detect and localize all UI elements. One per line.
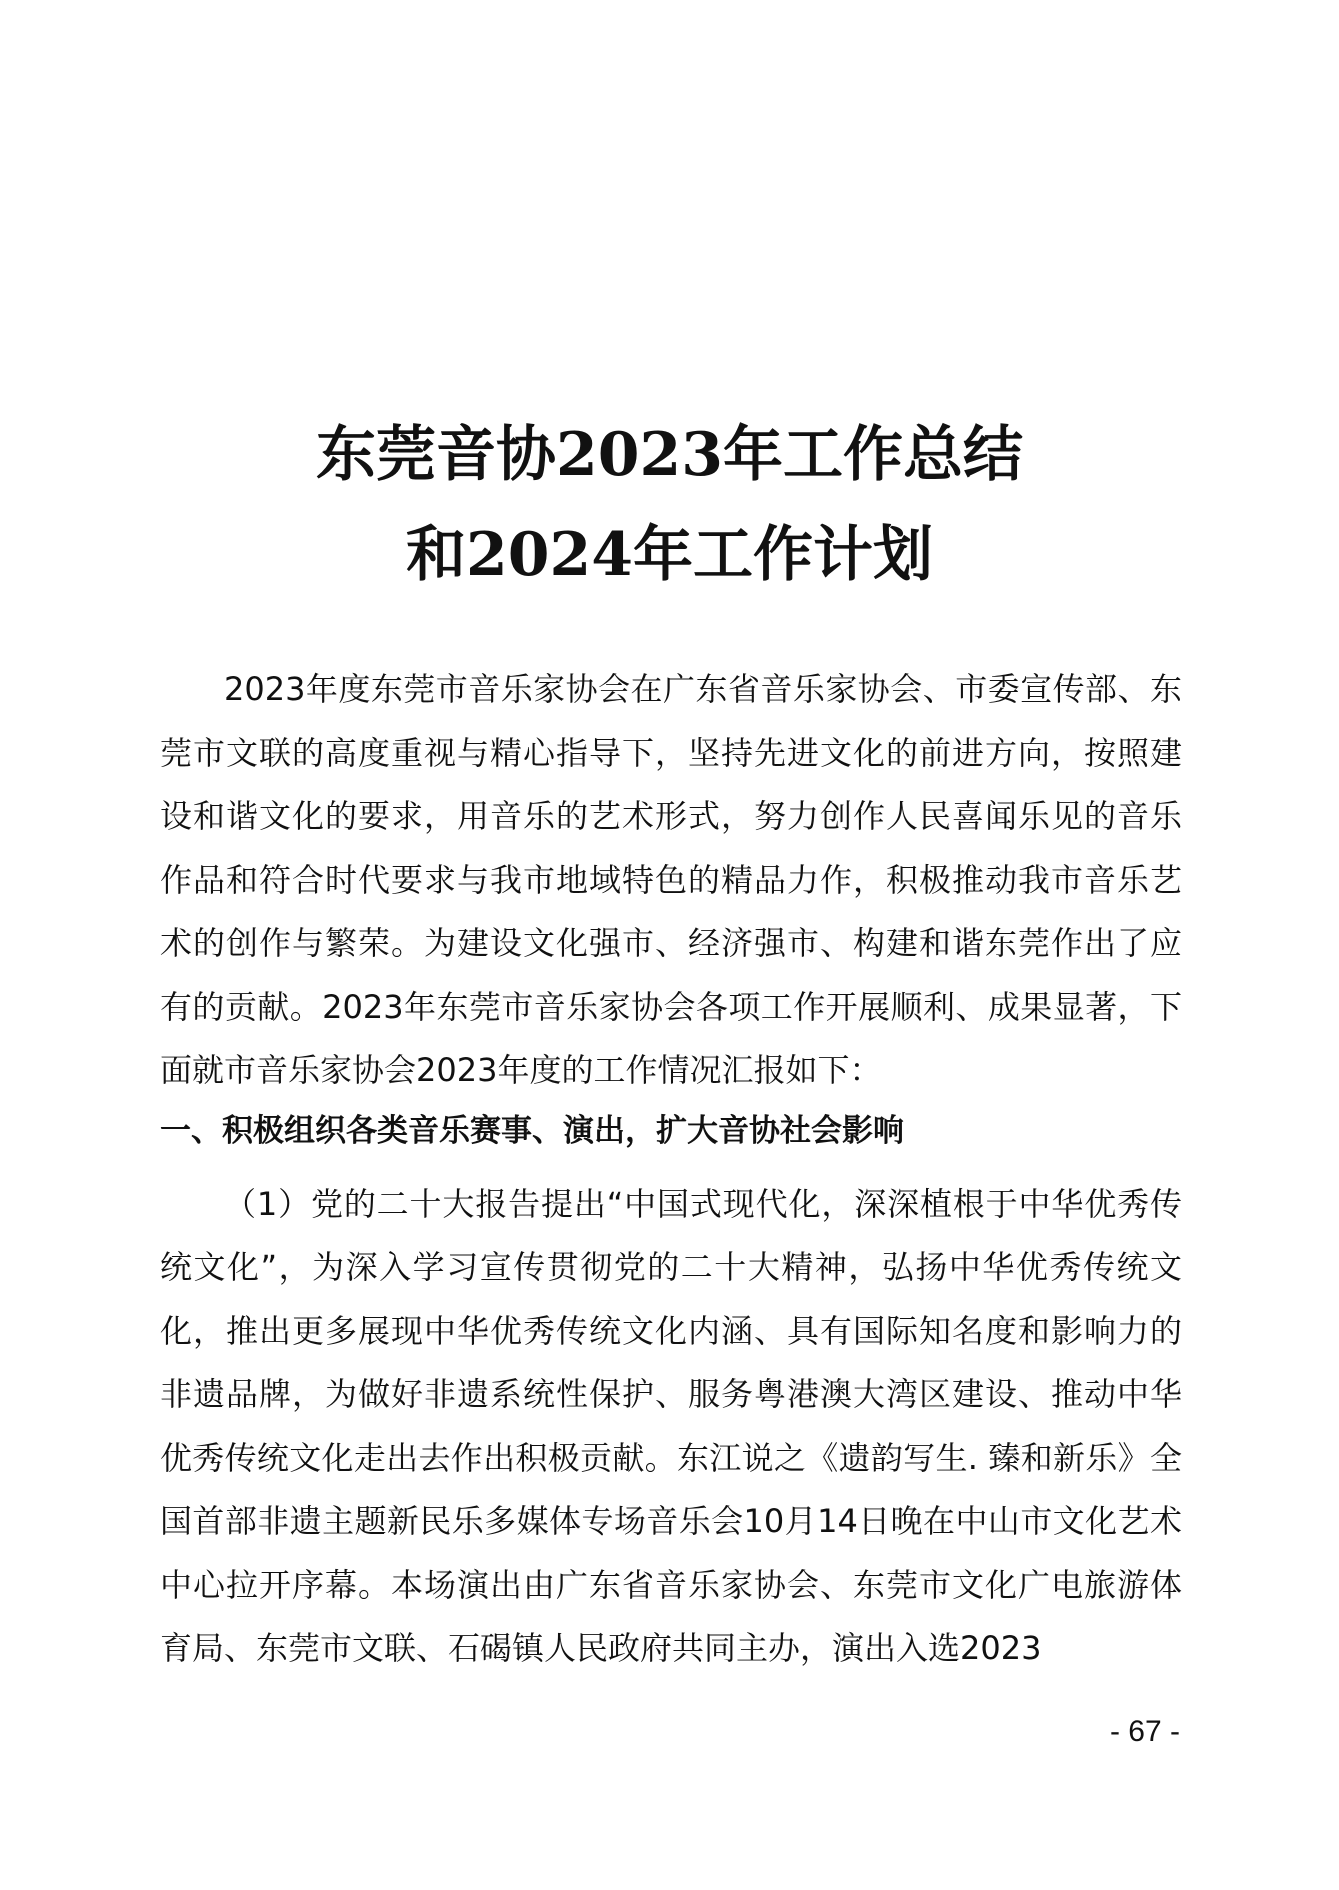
section-1-heading: 一、积极组织各类音乐赛事、演出，扩大音协社会影响: [160, 1112, 904, 1149]
title-line-2: 和2024年工作计划: [406, 520, 933, 590]
intro-paragraph: 2023年度东莞市音乐家协会在广东省音乐家协会、市委宣传部、东莞市文联的高度重视与精心指导下，坚持先进文化的前进方向，按照建设和谐文化的要求，用音乐的艺术形式，努力创作人民喜闻乐见的音乐作品和符合时代要求与我市地域特色的精品力作，积极推动我市音乐艺术的创作与繁荣。为建设文化强市、经济强市、构建和谐东莞作出了应有的贡献。2023年东莞市音乐家协会各项工作开展顺利、成果显著，下面就市音乐家协会2023年度的工作情况汇报如下：: [160, 670, 1182, 1089]
document-title: [0, 405, 1339, 605]
page-number: - 67 -: [1109, 1715, 1180, 1748]
document-body: [160, 658, 1182, 1681]
title-line-1: 东莞音协2023年工作总结: [316, 420, 1023, 490]
section-1-paragraph: （1）党的二十大报告提出“中国式现代化，深深植根于中华优秀传统文化”，为深入学习宣传贯彻党的二十大精神，弘扬中华优秀传统文化，推出更多展现中华优秀传统文化内涵、具有国际知名度和影响力的非遗品牌，为做好非遗系统性保护、服务粤港澳大湾区建设、推动中华优秀传统文化走出去作出积极贡献。东江说之《遗韵写生. 臻和新乐》全国首部非遗主题新民乐多媒体专场音乐会10月14日晚在中山市文化艺术中心拉开序幕。本场演出由广东省音乐家协会、东莞市文化广电旅游体育局、东莞市文联、石碣镇人民政府共同主办，演出入选2023: [160, 1184, 1182, 1667]
